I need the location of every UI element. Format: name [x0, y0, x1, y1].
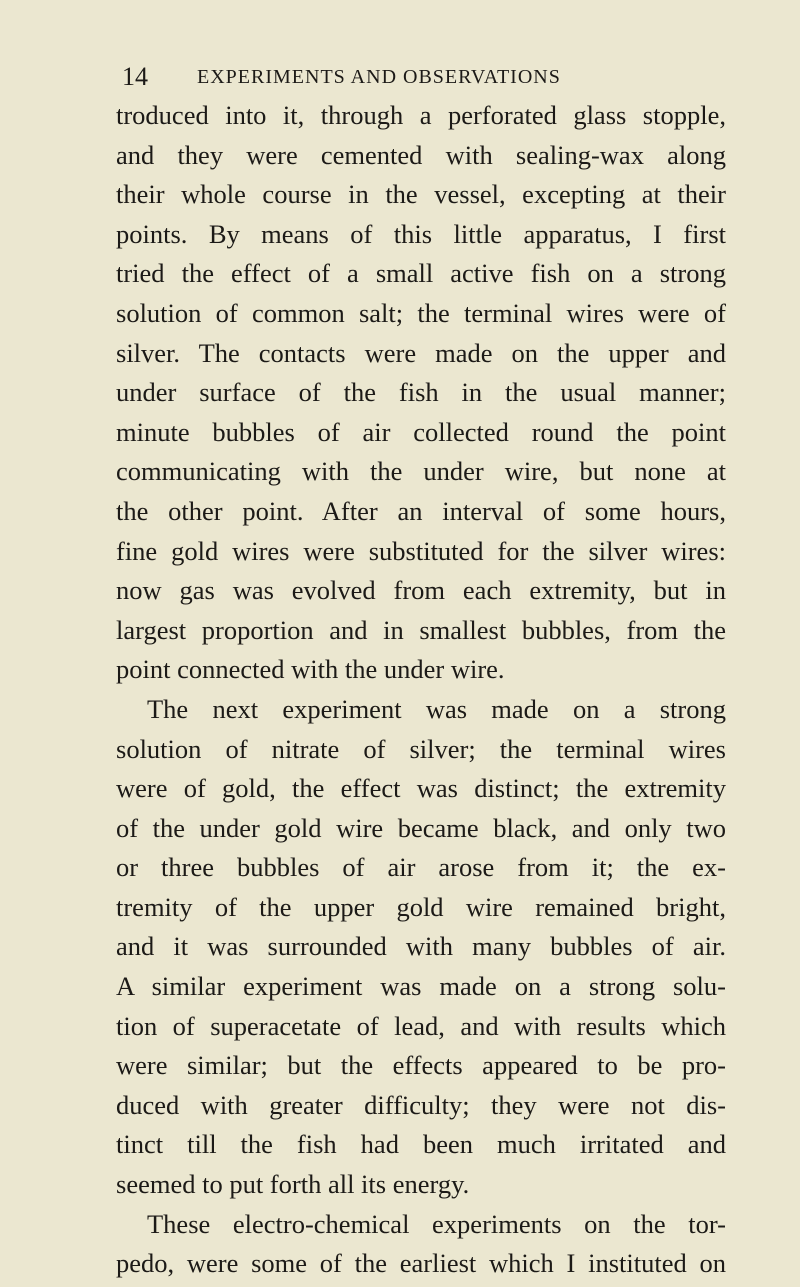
- text-line: and it was surrounded with many bubbles of air.: [116, 931, 726, 962]
- text-line: troduced into it, through a perforated glass stopple,: [116, 100, 726, 130]
- text-line: point connected with the under wire.: [116, 654, 505, 685]
- text-line: A similar experiment was made on a strong solu-: [116, 971, 726, 1002]
- text-line: under surface of the fish in the usual manner;: [116, 377, 726, 408]
- text-line: now gas was evolved from each extremity, but in: [116, 575, 726, 606]
- text-line: or three bubbles of air arose from it; the ex-: [116, 852, 726, 883]
- text-line: were similar; but the effects appeared to be pro-: [116, 1050, 726, 1081]
- text-line: tinct till the fish had been much irritated and: [116, 1129, 726, 1160]
- body-text: [116, 96, 726, 1284]
- text-line: their whole course in the vessel, excepting at their: [116, 179, 726, 210]
- running-head: EXPERIMENTS AND OBSERVATIONS: [197, 66, 561, 88]
- text-line: seemed to put forth all its energy.: [116, 1169, 470, 1200]
- text-line: tried the effect of a small active fish on a strong: [116, 258, 726, 289]
- text-line: silver. The contacts were made on the upper and: [116, 337, 726, 368]
- text-line: minute bubbles of air collected round the point: [116, 416, 726, 447]
- text-line: were of gold, the effect was distinct; the extremity: [116, 773, 726, 804]
- text-line: largest proportion and in smallest bubbles, from the: [116, 614, 726, 645]
- text-line: and they were cemented with sealing-wax along: [116, 139, 726, 170]
- text-line: duced with greater difficulty; they were not dis-: [116, 1089, 726, 1120]
- text-line: tremity of the upper gold wire remained bright,: [116, 891, 726, 922]
- text-line: solution of common salt; the terminal wires were of: [116, 297, 726, 328]
- text-line: solution of nitrate of silver; the terminal wires: [116, 733, 726, 764]
- text-line: The next experiment was made on a strong: [147, 693, 726, 724]
- text-line: communicating with the under wire, but none at: [116, 456, 726, 487]
- text-line: These electro-chemical experiments on the tor-: [147, 1208, 726, 1239]
- text-line: points. By means of this little apparatus, I first: [116, 218, 726, 249]
- text-line: of the under gold wire became black, and only two: [116, 812, 726, 843]
- text-line: pedo, were some of the earliest which I instituted on: [116, 1248, 726, 1279]
- page-number: 14: [122, 62, 148, 91]
- text-line: fine gold wires were substituted for the silver wires:: [116, 535, 726, 566]
- text-line: the other point. After an interval of some hours,: [116, 495, 726, 526]
- text-line: tion of superacetate of lead, and with results which: [116, 1010, 726, 1041]
